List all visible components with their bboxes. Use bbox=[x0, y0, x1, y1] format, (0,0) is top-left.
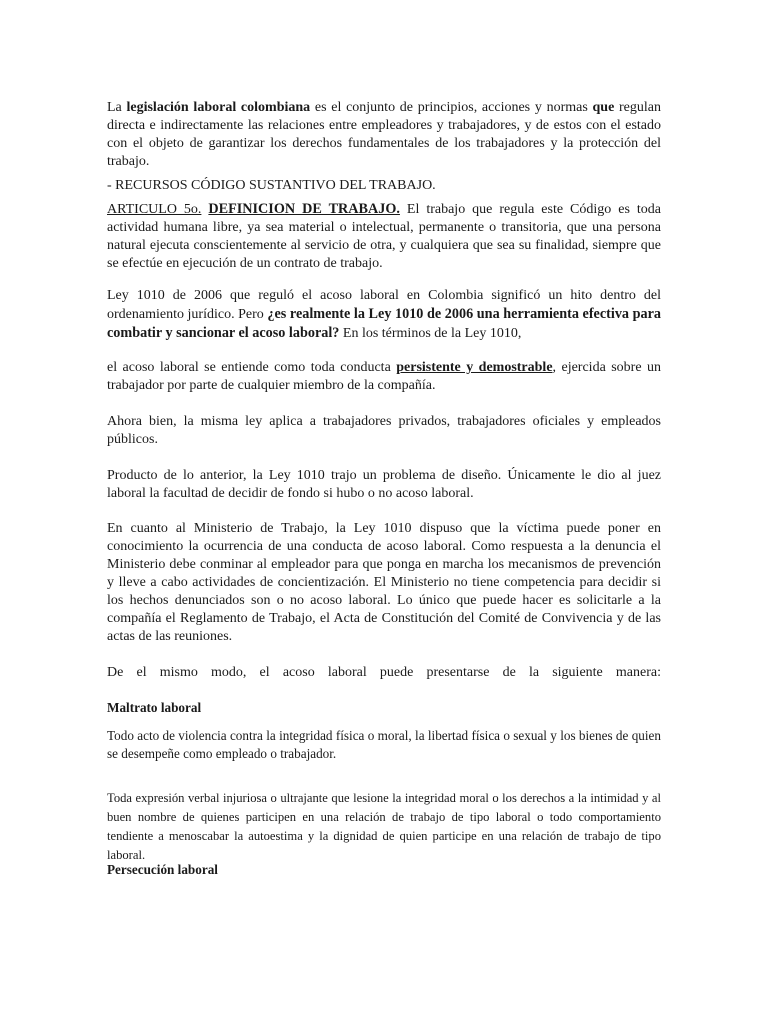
intro-paragraph bbox=[107, 99, 661, 171]
ley1010-paragraph bbox=[107, 287, 661, 343]
acoso-definition-paragraph bbox=[107, 359, 661, 395]
intro-text-a: La bbox=[107, 100, 127, 115]
acoso-text-c: , ejercida sobre un trabajador por parte de cualquier miembro de la compañía. bbox=[107, 360, 662, 393]
intro-text-c: es el conjunto de principios, acciones y normas bbox=[310, 100, 593, 115]
maltrato-heading: Maltrato laboral bbox=[107, 700, 202, 715]
maltrato-paragraph-1: Todo acto de violencia contra la integridad física o moral, la libertad física o sexual y los bienes de quien se desempeñe como empleado o trabajador. bbox=[107, 728, 661, 761]
articulo-label: ARTICULO 5o. bbox=[107, 202, 202, 217]
articulo-title: DEFINICION DE TRABAJO. bbox=[208, 201, 400, 217]
ahora-paragraph: Ahora bien, la misma ley aplica a trabajadores privados, trabajadores oficiales y empleados públicos. bbox=[107, 414, 661, 447]
ley1010-text-c: En los términos de la Ley 1010, bbox=[339, 326, 522, 341]
ministerio-paragraph: En cuanto al Ministerio de Trabajo, la Ley 1010 dispuso que la víctima puede poner en conocimiento la ocurrencia de una conducta de acoso laboral. Como respuesta a la denuncia el Ministerio debe conminar al empleador para que ponga en marcha los mecanismos de prevención y lleve a cabo actividades de concientización. El Ministerio no tiene competencia para decidir si los hechos denunciados son o no acoso laboral. Lo único que puede hacer es solicitarle a la compañía el Reglamento de Trabajo, el Acta de Constitución del Comité de Convivencia y de las actas de las reuniones. bbox=[107, 521, 661, 644]
acoso-bold-term: persistente y demostrable bbox=[396, 360, 553, 375]
intro-bold-term: legislación laboral colombiana bbox=[126, 100, 311, 115]
producto-paragraph: Producto de lo anterior, la Ley 1010 trajo un problema de diseño. Únicamente le dio al juez laboral la facultad de decidir de fondo si hubo o no acoso laboral. bbox=[107, 468, 661, 501]
recursos-line: - RECURSOS CÓDIGO SUSTANTIVO DEL TRABAJO. bbox=[107, 178, 436, 193]
maltrato-paragraph-2: Toda expresión verbal injuriosa o ultrajante que lesione la integridad moral o los derechos a la intimidad y al buen nombre de quienes participen en una relación de trabajo de tipo laboral o todo comportamiento tendiente a menoscabar la autoestima y la dignidad de quien participe en una relación de trabajo de tipo laboral. bbox=[107, 791, 661, 862]
articulo-text: El trabajo que regula este Código es toda actividad humana libre, ya sea material o intelectual, permanente o transitoria, que una persona natural ejecuta conscientemente al servicio de otra, y cualquiera que sea su finalidad, siempre que se efectúe en ejecución de un contrato de trabajo. bbox=[107, 202, 661, 271]
modo-paragraph: De el mismo modo, el acoso laboral puede presentarse de la siguiente manera: bbox=[107, 665, 661, 680]
intro-text-e: regulan directa e indirectamente las relaciones entre empleadores y trabajadores, y de estos con el estado con el objeto de garantizar los derechos fundamentales de los trabajadores y la protección del trabajo. bbox=[107, 100, 661, 169]
ley1010-text-a: Ley 1010 de 2006 que reguló el acoso laboral en Colombia significó un hito dentro del ordenamiento jurídico. Pero bbox=[107, 288, 661, 322]
articulo-paragraph bbox=[107, 200, 661, 273]
ley1010-question: ¿es realmente la Ley 1010 de 2006 una herramienta efectiva para combatir y sancionar el acoso laboral? bbox=[107, 306, 661, 341]
intro-bold-que: que bbox=[592, 100, 615, 115]
persecucion-heading: Persecución laboral bbox=[107, 862, 218, 877]
acoso-text-a: el acoso laboral se entiende como toda conducta bbox=[107, 360, 397, 375]
